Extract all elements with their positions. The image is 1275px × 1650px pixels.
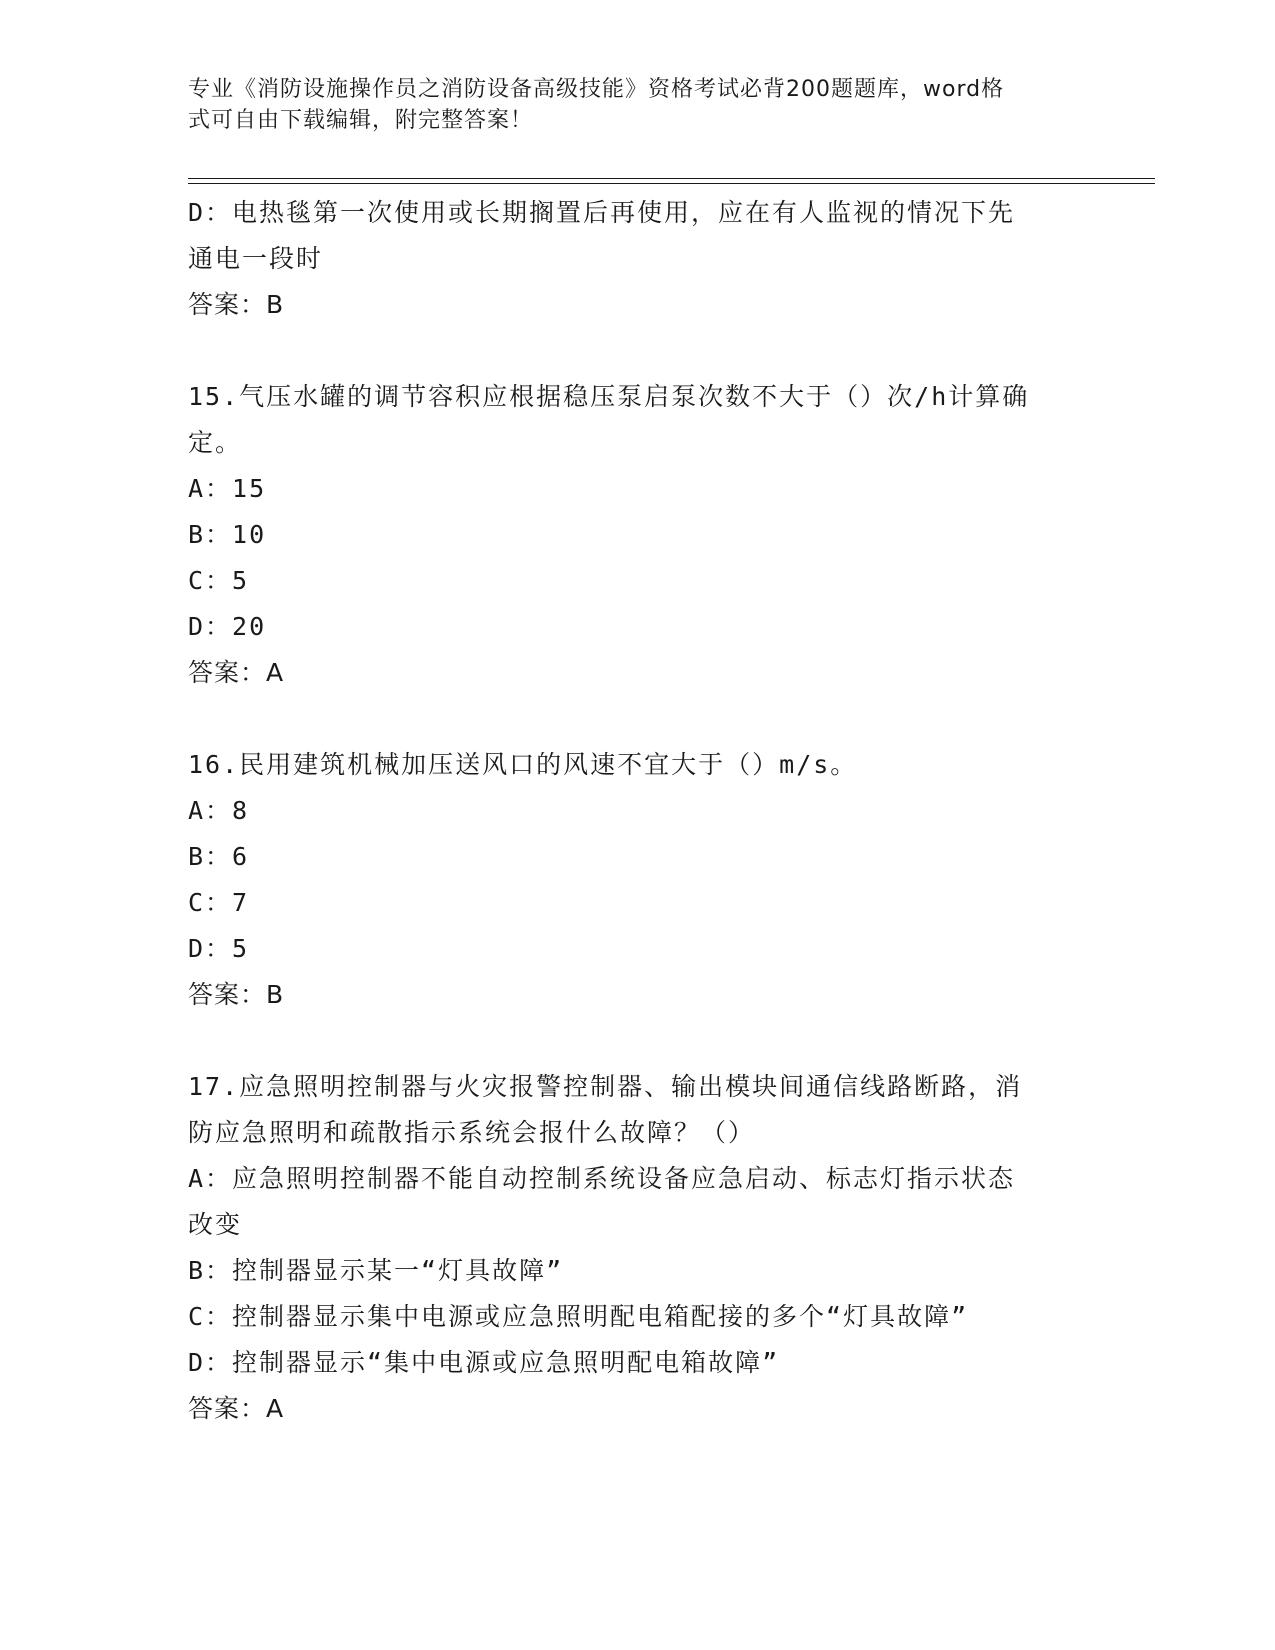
answer: 答案：B <box>188 290 285 319</box>
option-d-continued: 通电一段时 <box>188 244 324 273</box>
question-text: 16.民用建筑机械加压送风口的风速不宜大于（）m/s。 <box>188 750 858 779</box>
question-15 <box>188 374 1088 696</box>
option-b: B：控制器显示某一“灯具故障” <box>188 1256 564 1285</box>
answer: 答案：A <box>188 658 285 687</box>
option-a: A：应急照明控制器不能自动控制系统设备应急启动、标志灯指示状态 <box>188 1164 1016 1193</box>
header-divider-top <box>188 178 1155 179</box>
spacer <box>188 328 1088 374</box>
document-header <box>188 74 1068 136</box>
question-text: 17.应急照明控制器与火灾报警控制器、输出模块间通信线路断路，消 <box>188 1072 1023 1101</box>
spacer <box>188 696 1088 742</box>
option-c: C：7 <box>188 888 250 917</box>
question-text-continued: 防应急照明和疏散指示系统会报什么故障？（） <box>188 1118 756 1147</box>
header-line-1: 专业《消防设施操作员之消防设备高级技能》资格考试必背200题题库，word格 <box>188 77 1005 102</box>
option-d: D：20 <box>188 612 267 641</box>
option-d: D：电热毯第一次使用或长期搁置后再使用，应在有人监视的情况下先 <box>188 198 1016 227</box>
question-17 <box>188 1064 1088 1432</box>
option-d: D：控制器显示“集中电源或应急照明配电箱故障” <box>188 1348 780 1377</box>
option-b: B：6 <box>188 842 250 871</box>
option-d: D：5 <box>188 934 250 963</box>
option-a-continued: 改变 <box>188 1210 243 1239</box>
answer: 答案：B <box>188 980 285 1009</box>
option-c: C：5 <box>188 566 250 595</box>
header-divider-bottom <box>188 183 1155 184</box>
document-body <box>188 190 1088 1432</box>
answer: 答案：A <box>188 1394 285 1423</box>
question-text-continued: 定。 <box>188 428 243 457</box>
question-text: 15.气压水罐的调节容积应根据稳压泵启泵次数不大于（）次/h计算确 <box>188 382 1030 411</box>
option-b: B：10 <box>188 520 267 549</box>
question-16 <box>188 742 1088 1018</box>
header-line-2: 式可自由下载编辑，附完整答案！ <box>188 108 534 133</box>
option-a: A：15 <box>188 474 267 503</box>
spacer <box>188 1018 1088 1064</box>
option-c: C：控制器显示集中电源或应急照明配电箱配接的多个“灯具故障” <box>188 1302 969 1331</box>
previous-question-tail <box>188 190 1088 328</box>
option-a: A：8 <box>188 796 250 825</box>
